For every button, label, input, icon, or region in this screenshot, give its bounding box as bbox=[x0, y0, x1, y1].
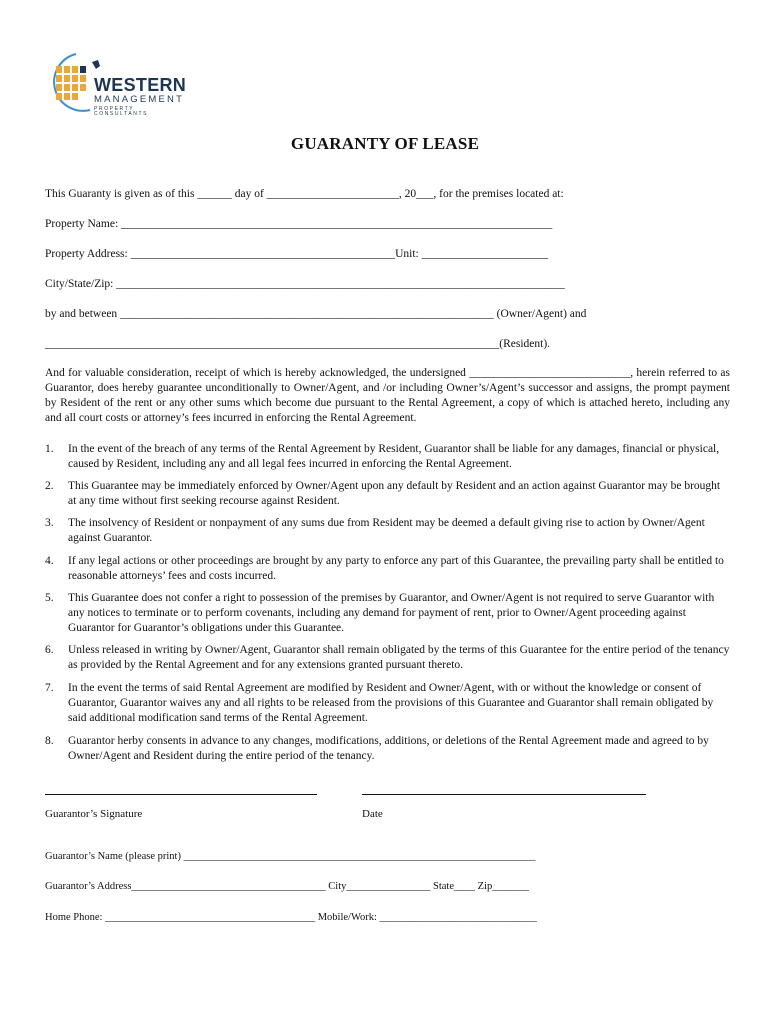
brand-tagline: PROPERTY CONSULTANTS bbox=[94, 105, 149, 117]
brand-name: WESTERN bbox=[94, 75, 187, 95]
clause-number: 1. bbox=[45, 443, 54, 455]
clause-text: Unless released in writing by Owner/Agent, Guarantor shall remain obligated by the terms of this Guarantee for the entire period of the tenancy as provided by the Rental Agreement and for any extensions granted pursuant thereto. bbox=[68, 644, 730, 671]
clause-text: This Guarantee may be immediately enforced by Owner/Agent upon any default by Resident and an action against Guarantor may be brought at any time without first seeking recourse against Resident. bbox=[68, 480, 721, 507]
clause-text: Guarantor herby consents in advance to any changes, modifications, additions, or deletions of the Rental Agreement made and agreed to by Owner/Agent and Resident during the entire period of the tenancy. bbox=[68, 735, 709, 762]
clause-number: 5. bbox=[45, 592, 54, 604]
date-label: Date bbox=[362, 808, 383, 820]
guarantor-address-line: Guarantor’s Address_____________________________________ City________________ State____ Zip_______ bbox=[45, 881, 529, 892]
city-state-zip-line: City/State/Zip: ______________________________________________________________________________ bbox=[45, 278, 565, 290]
clause-item bbox=[45, 734, 730, 764]
clause-item bbox=[45, 591, 730, 636]
clause-text: In the event of the breach of any terms of the Rental Agreement by Resident, Guarantor shall be liable for any damages, financial or physical, caused by Resident, including any and all legal fees incurred in enforcing the Rental Agreement. bbox=[68, 443, 720, 470]
guarantor-signature-label: Guarantor’s Signature bbox=[45, 808, 143, 820]
clause-item bbox=[45, 516, 730, 546]
property-name-line: Property Name: ___________________________________________________________________________ bbox=[45, 218, 553, 230]
clause-number: 6. bbox=[45, 644, 54, 656]
guaranty-date-line: This Guaranty is given as of this ______ day of _______________________, 20___, for the premises located at: bbox=[45, 188, 564, 200]
clause-item bbox=[45, 681, 730, 726]
clause-text: In the event the terms of said Rental Agreement are modified by Resident and Owner/Agent, with or without the knowledge or consent of Guarantor, Guarantor waives any and all rights to be released from the provisions of this Guarantee and Guarantor shall remain obligated by said additional modification sand terms of the Rental Agreement. bbox=[68, 682, 714, 724]
guarantor-signature-line[interactable] bbox=[45, 794, 317, 795]
document-title: GUARANTY OF LEASE bbox=[290, 134, 480, 153]
clause-number: 8. bbox=[45, 735, 54, 747]
brand-subtitle: MANAGEMENT bbox=[94, 94, 185, 105]
company-logo bbox=[46, 48, 187, 122]
consideration-paragraph: And for valuable consideration, receipt of which is hereby acknowledged, the undersigned ____________________________, herein referred to as Guarantor, does hereby guarantee unconditionally to Owner/Agent, and /or including Owner’s/Agent’s successor and assigns, the prompt payment by Resident of the rent or any other sums which become due pursuant to the Rental Agreement, a copy of which is attached hereto, including any and all court costs or attorney’s fees incurred in enforcing the Rental Agreement. bbox=[45, 367, 730, 424]
clause-item bbox=[45, 479, 730, 509]
clause-text: This Guarantee does not confer a right to possession of the premises by Guarantor, and Owner/Agent is not required to serve Guarantor with any notices to terminate or to perform covenants, including any demand for payment of rent, prior to Owner/Agent proceeding against Guarantor for Guarantor’s obligations under this Guarantee. bbox=[68, 592, 715, 634]
clause-text: If any legal actions or other proceedings are brought by any party to enforce any part of this Guarantee, the prevailing party shall be entitled to reasonable attorneys’ fees and costs incurred. bbox=[68, 555, 724, 582]
clause-number: 7. bbox=[45, 682, 54, 694]
clause-text: The insolvency of Resident or nonpayment of any sums due from Resident may be deemed a default giving rise to action by Owner/Agent against Guarantor. bbox=[68, 517, 705, 544]
clause-item bbox=[45, 643, 730, 673]
clause-number: 4. bbox=[45, 555, 54, 567]
clause-item bbox=[45, 554, 730, 584]
owner-agent-line: by and between _________________________________________________________________ (Owner/Agent) and bbox=[45, 308, 587, 320]
date-signature-line[interactable] bbox=[362, 794, 646, 795]
clause-item bbox=[45, 442, 730, 472]
clause-number: 3. bbox=[45, 517, 54, 529]
clause-number: 2. bbox=[45, 480, 54, 492]
guarantor-name-line: Guarantor’s Name (please print) ___________________________________________________________________ bbox=[45, 851, 536, 862]
phone-line: Home Phone: ________________________________________ Mobile/Work: ______________________________ bbox=[45, 912, 538, 923]
property-address-line: Property Address: ______________________________________________Unit: ______________________ bbox=[45, 248, 549, 260]
resident-line: _______________________________________________________________________________(Resident). bbox=[45, 338, 551, 350]
